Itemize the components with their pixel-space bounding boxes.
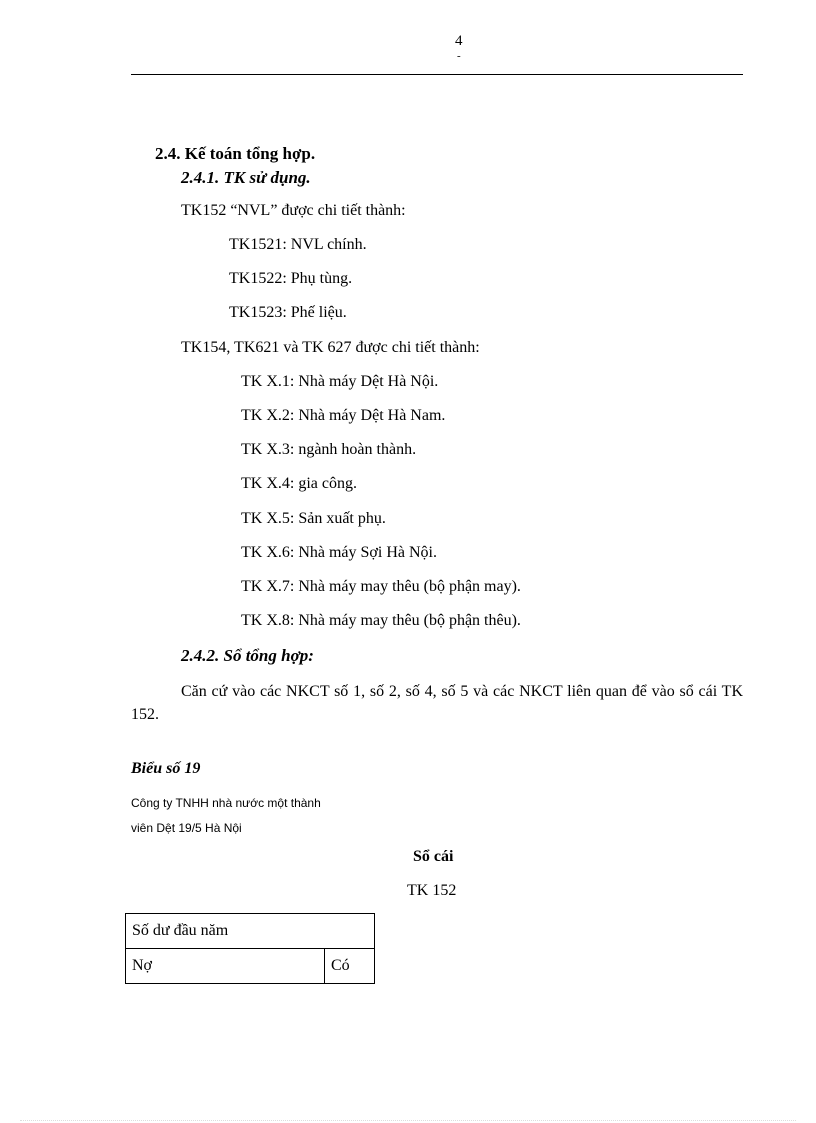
table-row [126,914,375,949]
table-row [126,949,375,984]
page-number: 4 [455,33,463,49]
tk-group-item: TK X.5: Sản xuất phụ. [241,510,386,527]
page-bottom-edge [20,1120,796,1121]
opening-balance-table [125,913,375,984]
company-name [131,791,371,841]
tk-group-item: TK X.2: Nhà máy Dệt Hà Nam. [241,407,446,424]
tk152-item: TK1522: Phụ tùng. [229,270,353,287]
tk152-item: TK1521: NVL chính. [229,236,367,253]
tk-group-item: TK X.3: ngành hoàn thành. [241,441,417,458]
credit-cell: Có [325,949,375,984]
header-rule [131,74,743,75]
ledger-account: TK 152 [407,882,457,899]
tk152-item: TK1523: Phế liệu. [229,304,347,321]
form-label: Biểu số 19 [131,760,201,777]
company-line: viên Dệt 19/5 Hà Nội [131,821,242,835]
tk-group-item: TK X.8: Nhà máy may thêu (bộ phận thêu). [241,612,521,629]
section-heading: 2.4. Kế toán tổng hợp. [155,144,316,163]
subheading-ledger: 2.4.2. Sổ tổng hợp: [181,646,314,665]
debit-cell: Nợ [126,949,325,984]
tk-group-intro: TK154, TK621 và TK 627 được chi tiết thành: [181,339,480,356]
page-number-dash: - [457,50,461,62]
subheading-accounts-used: 2.4.1. TK sử dụng. [181,168,311,187]
tk152-intro: TK152 “NVL” được chi tiết thành: [181,202,406,219]
company-line: Công ty TNHH nhà nước một thành [131,796,321,810]
tk-group-item: TK X.6: Nhà máy Sợi Hà Nội. [241,544,437,561]
ledger-title: Sổ cái [413,848,454,865]
tk-group-item: TK X.7: Nhà máy may thêu (bộ phận may). [241,578,521,595]
tk-group-item: TK X.1: Nhà máy Dệt Hà Nội. [241,373,439,390]
opening-balance-header: Số dư đầu năm [126,914,375,949]
body-paragraph: Căn cứ vào các NKCT số 1, số 2, số 4, số 5 và các NKCT liên quan để vào sổ cái TK 152. [131,683,743,723]
tk-group-item: TK X.4: gia công. [241,475,357,492]
